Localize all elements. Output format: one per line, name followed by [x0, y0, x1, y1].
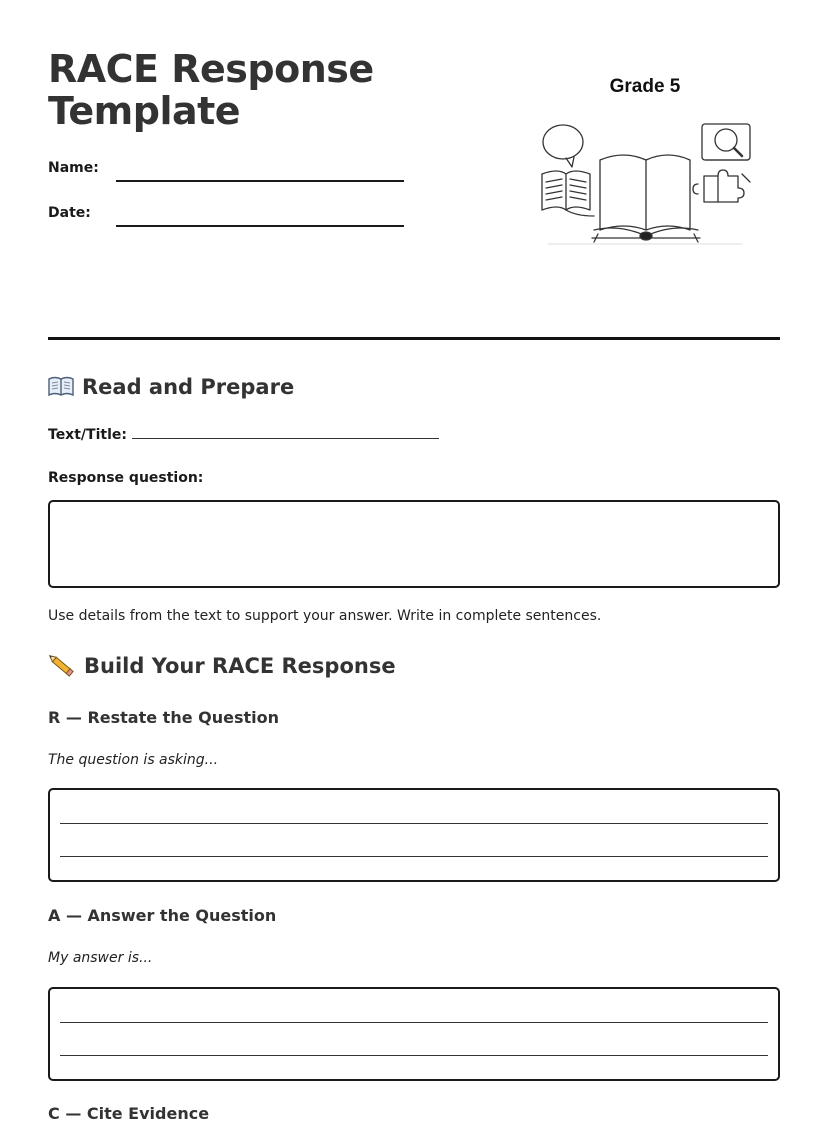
restate-answer-box[interactable]	[48, 788, 780, 882]
reading-illustration	[528, 112, 760, 246]
writing-line	[60, 856, 768, 857]
grade-label: Grade 5	[609, 76, 681, 97]
header-divider	[48, 337, 780, 340]
name-field[interactable]	[116, 180, 404, 182]
instructions-text: Use details from the text to support your answer. Write in complete sentences.	[48, 608, 602, 624]
text-title-field[interactable]	[132, 426, 439, 439]
read-prepare-title: Read and Prepare	[82, 375, 295, 399]
answer-prompt: My answer is...	[48, 950, 153, 966]
read-prepare-heading	[48, 375, 294, 399]
date-field[interactable]	[116, 225, 404, 227]
name-label: Name:	[48, 160, 99, 176]
response-question-label: Response question:	[48, 470, 204, 486]
date-label: Date:	[48, 205, 91, 221]
restate-heading: R — Restate the Question	[48, 708, 280, 727]
cite-heading: C — Cite Evidence	[48, 1104, 210, 1123]
writing-line	[60, 823, 768, 824]
restate-prompt: The question is asking...	[48, 752, 219, 768]
page-title	[48, 48, 374, 132]
response-question-box[interactable]	[48, 500, 780, 588]
title-line-2: Template	[48, 89, 241, 133]
build-title: Build Your RACE Response	[84, 654, 396, 678]
text-title-label: Text/Title:	[48, 427, 127, 443]
writing-line	[60, 1055, 768, 1056]
open-book-icon	[48, 376, 74, 398]
build-heading	[48, 653, 396, 679]
writing-line	[60, 1022, 768, 1023]
pencil-icon	[48, 653, 76, 679]
answer-heading: A — Answer the Question	[48, 906, 277, 925]
text-title-row	[48, 426, 439, 443]
title-line-1: RACE Response	[48, 47, 374, 91]
answer-box[interactable]	[48, 987, 780, 1081]
